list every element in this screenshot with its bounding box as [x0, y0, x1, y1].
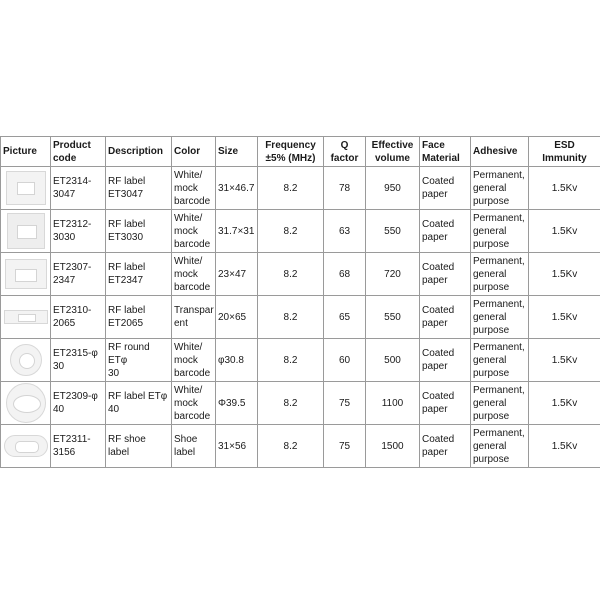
product-picture — [1, 296, 51, 339]
product-size: 31.7×31 — [216, 210, 258, 253]
header-esd-immunity: ESD Immunity — [529, 137, 600, 167]
product-picture — [1, 167, 51, 210]
product-code: ET2315-φ 30 — [51, 339, 106, 382]
product-description: RF label ET3047 — [106, 167, 172, 210]
header-row — [1, 137, 600, 167]
product-description: RF shoe label — [106, 425, 172, 468]
table-row — [1, 339, 600, 382]
header-effective-volume: Effective volume — [366, 137, 420, 167]
product-size: Φ39.5 — [216, 382, 258, 425]
product-q-factor: 65 — [324, 296, 366, 339]
rectangle-label-icon — [5, 259, 47, 289]
header-picture: Picture — [1, 137, 51, 167]
round-label-icon — [10, 344, 42, 376]
product-q-factor: 63 — [324, 210, 366, 253]
product-color: White/ mock barcode — [172, 339, 216, 382]
product-volume: 550 — [366, 210, 420, 253]
product-adhesive: Permanent, general purpose — [471, 425, 529, 468]
product-frequency: 8.2 — [258, 296, 324, 339]
square-label-icon — [6, 171, 46, 205]
header-adhesive: Adhesive — [471, 137, 529, 167]
product-size: 31×56 — [216, 425, 258, 468]
product-volume: 1100 — [366, 382, 420, 425]
product-face-material: Coated paper — [420, 253, 471, 296]
table-row — [1, 425, 600, 468]
product-frequency: 8.2 — [258, 167, 324, 210]
product-spec-table — [0, 136, 600, 468]
product-q-factor: 75 — [324, 425, 366, 468]
header-frequency: Frequency ±5% (MHz) — [258, 137, 324, 167]
product-color: Shoe label — [172, 425, 216, 468]
table-row — [1, 210, 600, 253]
product-color: Transpar ent — [172, 296, 216, 339]
table-row — [1, 253, 600, 296]
product-volume: 950 — [366, 167, 420, 210]
product-picture — [1, 339, 51, 382]
table-row — [1, 382, 600, 425]
header-color: Color — [172, 137, 216, 167]
product-adhesive: Permanent, general purpose — [471, 253, 529, 296]
product-adhesive: Permanent, general purpose — [471, 296, 529, 339]
product-picture — [1, 210, 51, 253]
product-face-material: Coated paper — [420, 425, 471, 468]
product-q-factor: 60 — [324, 339, 366, 382]
product-code: ET2309-φ 40 — [51, 382, 106, 425]
product-volume: 1500 — [366, 425, 420, 468]
table-row — [1, 296, 600, 339]
product-description: RF label ET2347 — [106, 253, 172, 296]
long-label-icon — [4, 310, 48, 324]
product-picture — [1, 253, 51, 296]
product-code: ET2314- 3047 — [51, 167, 106, 210]
header-product-code: Product code — [51, 137, 106, 167]
product-color: White/ mock barcode — [172, 253, 216, 296]
product-color: White/ mock barcode — [172, 210, 216, 253]
product-size: 23×47 — [216, 253, 258, 296]
product-adhesive: Permanent, general purpose — [471, 339, 529, 382]
product-code: ET2312- 3030 — [51, 210, 106, 253]
product-frequency: 8.2 — [258, 425, 324, 468]
product-esd: 1.5Kv — [529, 339, 600, 382]
product-q-factor: 78 — [324, 167, 366, 210]
product-description: RF label ET3030 — [106, 210, 172, 253]
product-adhesive: Permanent, general purpose — [471, 210, 529, 253]
product-face-material: Coated paper — [420, 339, 471, 382]
product-code: ET2310- 2065 — [51, 296, 106, 339]
product-adhesive: Permanent, general purpose — [471, 167, 529, 210]
round-label-icon — [6, 383, 46, 423]
product-code: ET2307- 2347 — [51, 253, 106, 296]
product-size: φ30.8 — [216, 339, 258, 382]
product-description: RF round ETφ 30 — [106, 339, 172, 382]
table-row — [1, 167, 600, 210]
product-frequency: 8.2 — [258, 339, 324, 382]
product-frequency: 8.2 — [258, 253, 324, 296]
product-q-factor: 75 — [324, 382, 366, 425]
product-esd: 1.5Kv — [529, 167, 600, 210]
product-color: White/ mock barcode — [172, 382, 216, 425]
product-description: RF label ETφ 40 — [106, 382, 172, 425]
product-volume: 720 — [366, 253, 420, 296]
header-q-factor: Q factor — [324, 137, 366, 167]
product-volume: 500 — [366, 339, 420, 382]
product-picture — [1, 382, 51, 425]
product-esd: 1.5Kv — [529, 296, 600, 339]
product-description: RF label ET2065 — [106, 296, 172, 339]
product-face-material: Coated paper — [420, 167, 471, 210]
product-size: 20×65 — [216, 296, 258, 339]
product-adhesive: Permanent, general purpose — [471, 382, 529, 425]
product-color: White/ mock barcode — [172, 167, 216, 210]
product-esd: 1.5Kv — [529, 253, 600, 296]
header-description: Description — [106, 137, 172, 167]
product-frequency: 8.2 — [258, 382, 324, 425]
product-esd: 1.5Kv — [529, 382, 600, 425]
product-frequency: 8.2 — [258, 210, 324, 253]
product-size: 31×46.7 — [216, 167, 258, 210]
header-size: Size — [216, 137, 258, 167]
product-code: ET2311- 3156 — [51, 425, 106, 468]
product-esd: 1.5Kv — [529, 425, 600, 468]
product-picture — [1, 425, 51, 468]
shoe-label-icon — [4, 435, 48, 457]
product-q-factor: 68 — [324, 253, 366, 296]
product-face-material: Coated paper — [420, 382, 471, 425]
product-volume: 550 — [366, 296, 420, 339]
product-face-material: Coated paper — [420, 296, 471, 339]
square-label-icon — [7, 213, 45, 249]
product-esd: 1.5Kv — [529, 210, 600, 253]
header-face-material: Face Material — [420, 137, 471, 167]
product-face-material: Coated paper — [420, 210, 471, 253]
